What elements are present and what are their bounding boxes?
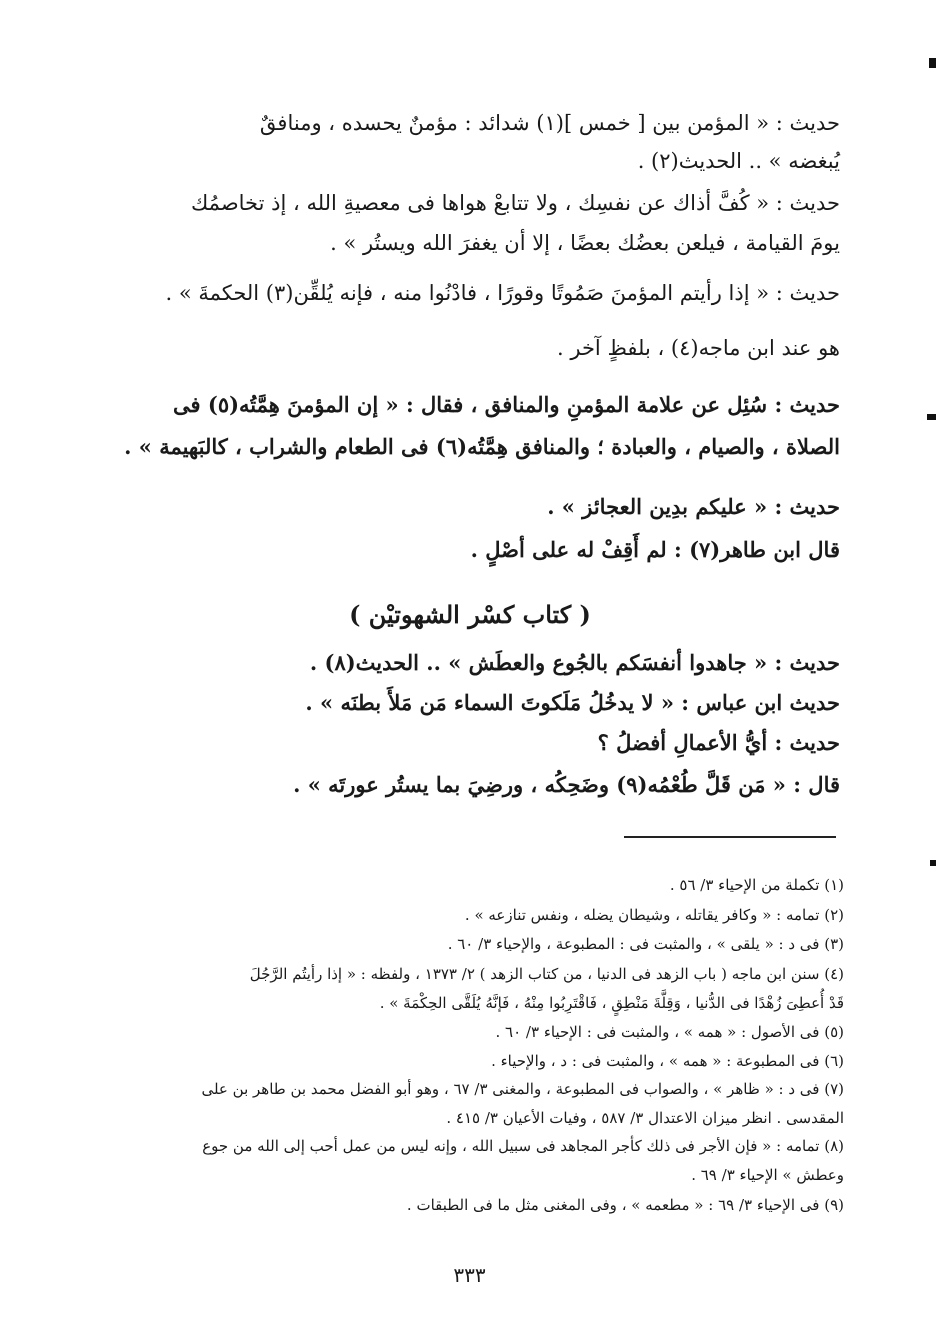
scan-mark-middle	[927, 414, 936, 420]
footnote-7: (٧) فى د : « ظاهر » ، والصواب فى المطبوعة ، والمغنى ٣/ ٦٧ ، وهو أبو الفضل محمد بن طاهر بن على	[201, 1080, 844, 1098]
text-line: حديث : « عليكم بدِين العجائز » .	[547, 494, 840, 519]
text-line: حديث : « إذا رأيتم المؤمنَ صَمُوتًا وقورًا ، فادْنُوا منه ، فإنه يُلقِّن(٣) الحكمةَ » .	[165, 281, 840, 305]
page-number: ٣٣٣	[453, 1263, 486, 1287]
footnote-8: (٨) تمامه : « فإن الأجر فى ذلك كأجر المجاهد فى سبيل الله ، وإنه ليس من عمل أحب إلى الله من جوع	[202, 1137, 844, 1155]
footnote-1: (١) تكملة من الإحياء ٣/ ٥٦ .	[669, 876, 844, 894]
footnote-4: (٤) سنن ابن ماجه ( باب الزهد فى الدنيا ، من كتاب الزهد ) ٢/ ١٣٧٣ ، ولفظه : « إذا رأيتُم الرَّجُلَ	[249, 965, 844, 983]
text-line: قال ابن طاهر(٧) : لم أَقِفْ له على أصْلٍ .	[470, 537, 840, 562]
footnote-7-cont: المقدسى . انظر ميزان الاعتدال ٣/ ٥٨٧ ، وفيات الأعيان ٣/ ٤١٥ .	[446, 1109, 844, 1127]
scan-mark-lower	[930, 860, 936, 866]
text-line: الصلاة ، والصيام ، والعبادة ؛ والمنافق هِمَّتُه(٦) فى الطعام والشراب ، كالبَهيمة » .	[124, 434, 840, 459]
text-line: حديث : سُئِل عن علامة المؤمنِ والمنافق ، فقال : « إن المؤمنَ هِمَّتُه(٥) فى	[173, 392, 840, 417]
footnote-5: (٥) فى الأصول : « همه » ، والمثبت فى : الإحياء ٣/ ٦٠ .	[495, 1023, 844, 1041]
text-line: يُبغضه » .. الحديث(٢) .	[637, 149, 840, 173]
text-line: حديث : أيُّ الأعمالِ أفضلُ ؟	[597, 730, 840, 755]
section-title: ( كتاب كسْر الشهوتيْن )	[349, 600, 591, 629]
footnote-divider	[624, 836, 836, 838]
footnote-6: (٦) فى المطبوعة : « همه » ، والمثبت فى : د ، والإحياء .	[491, 1052, 844, 1070]
text-line: حديث : « كُفَّ أذاك عن نفسِك ، ولا تتابعْ هواها فى معصيةِ الله ، إذ تخاصمُك	[190, 191, 840, 215]
scan-mark-top	[929, 58, 936, 68]
footnote-4-cont: قَدْ أُعطِىَ زُهْدًا فى الدُّنيا ، وَقِلَّةَ مَنْطِقٍ ، فَاقْتَرِبُوا مِنْهُ ، فَإنَّهُ يُلَقَّى الحِكْمَةَ » .	[379, 994, 844, 1012]
text-line: حديث : « المؤمن بين [ خمس ](١) شدائد : مؤمنٌ يحسده ، ومنافقٌ	[259, 111, 840, 135]
footnote-2: (٢) تمامه : « وكافر يقاتله ، وشيطان يضله ، ونفس تنازعه » .	[464, 906, 844, 924]
text-line: حديث : « جاهدوا أنفسَكم بالجُوع والعطَش » .. الحديث(٨) .	[309, 650, 840, 675]
text-line: حديث ابن عباس : « لا يدخُلُ مَلَكوتَ السماء مَن مَلأَ بطنَه » .	[305, 690, 840, 715]
text-line: قال : « مَن قَلَّ طُعْمُه(٩) وضَحِكُه ، ورضِيَ بما يستُر عورتَه » .	[293, 772, 840, 797]
text-line: يومَ القيامة ، فيلعن بعضُك بعضًا ، إلا أن يغفرَ الله ويستُر » .	[330, 231, 840, 255]
footnote-8-cont: وعطش » الإحياء ٣/ ٦٩ .	[691, 1166, 844, 1184]
footnote-3: (٣) فى د : « يلقى » ، والمثبت فى : المطبوعة ، والإحياء ٣/ ٦٠ .	[447, 935, 844, 953]
text-line: هو عند ابن ماجه(٤) ، بلفظٍ آخر .	[557, 336, 840, 360]
footnote-9: (٩) فى الإحياء ٣/ ٦٩ : « مطعمه » ، وفى المغنى مثل ما فى الطبقات .	[406, 1196, 844, 1214]
